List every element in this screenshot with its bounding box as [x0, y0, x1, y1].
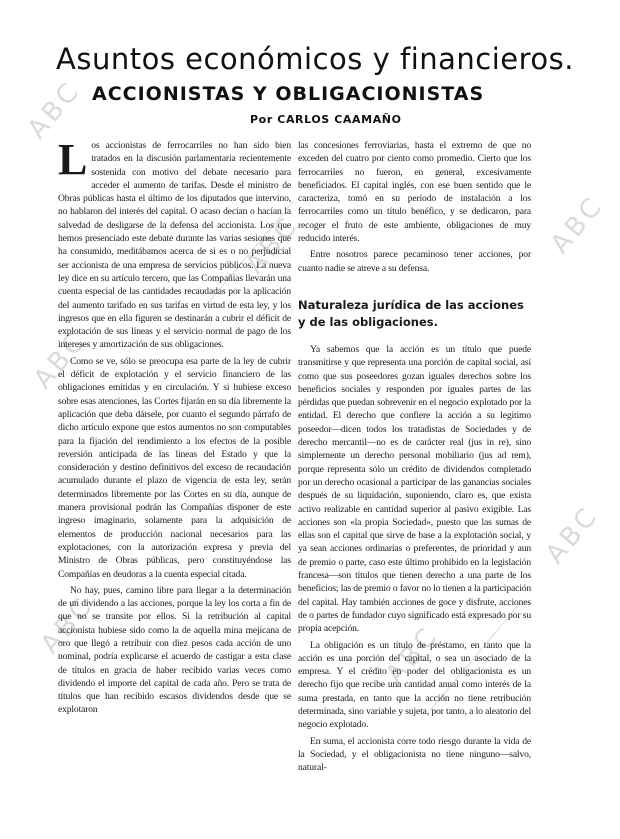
abc-watermark: ABC [545, 190, 611, 260]
paragraph: No hay, pues, camino libre para llegar a la determinación de un dividendo a las acciones, porque la ley los corta a fin de que no se transite por ellos. Si la retribución al capital accionista hubiese sido como la de aquella mina mejicana de oro que llegó a retribuir con diez pesos cada acción de uno nominal, podría explicarse el acuerdo de castigar a esta clase de títulos en gracia de haber recibido varias veces como dividendo el importe del capital de cada año. Pero se trata de títulos que han recibido escasos dividendos desde que se explotaron [58, 584, 291, 716]
paragraph: Ya sabemos que la acción es un título que puede transmitirse y que representa una porción de capital social, así como que sus poseedores gozan iguales derechos sobre los beneficios sociales y responden por iguales partes de las pérdidas que puedan sobrevenir en el negocio explotado por la entidad. El derecho que confiere la acción a su legítimo poseedor—dicen todos los tratadistas de Sociedades y de derecho mercantil—no es de carácter real (jus in re), sino simplemente un derecho personal mobiliario (jus ad rem), porque representa sólo un crédito de dividendos completado por un derecho ocasional a participar de las ganancias sociales después de su liquidación, suponiendo, claro es, que exista activo realizable en cantidad superior al pasivo exigible. Las acciones son «la propia Sociedad», puesto que las sumas de ellas son el capital que sirve de base a la explotación social, y ya sean acciones ordinarias o preferentes, de prioridad y aun de premio o parte, caso este último prohibido en la legislación francesa—son títulos que tienen derecho a una parte de los beneficios; las de premio o favor no lo tienen a la participación del capital. Hay también acciones de goce y disfrute, acciones de o partes de fundador cuyo significado está expresado por su propia acepción. [298, 343, 531, 635]
section-heading: Naturaleza jurídica de las acciones y de las obligaciones. [298, 297, 524, 329]
left-column [58, 139, 291, 819]
abc-watermark: ABC [240, 210, 306, 280]
abc-watermark: ABC [28, 325, 94, 395]
paragraph: Como se ve, sólo se preocupa esa parte de la ley de cubrir el déficit de explotación y el servicio financiero de las obligaciones emitidas y en circulación. Y si hubiese exceso sobre esas atenciones, las Cortes fijarán en su día libremente la aplicación que deba dársele, por cuanto el segundo párrafo de dicho artículo expone que estos aumentos no son computables para la fijación del rendimiento a los efectos de la posible reversión anticipada de las líneas del Estado y que la consideración y destino definitivos del exceso de recaudación acumulado durante el plazo de vigencia de esta ley, serán determinados libremente por las Cortes en su día, aunque de manera provisional podrán las Compañías disponer de este ingreso imaginario, solamente para la adquisición de elementos de producción nacional necesarios para las explotaciones, con la autorización expresa y previa del Ministro de Obras públicas, pero constituyéndose las Compañías en deudoras a la cuenta especial citada. [58, 355, 291, 580]
right-column [298, 139, 531, 819]
page-title: Asuntos económicos y financieros. [56, 42, 574, 76]
article-subtitle: ACCIONISTAS Y OBLIGACIONISTAS [92, 83, 485, 105]
paragraph [58, 139, 291, 352]
paragraph: Entre nosotros parece pecaminoso tener acciones, por cuanto nadie se atreve a su defensa. [298, 249, 531, 274]
paragraph: En suma, el accionista corre todo riesgo durante la vida de la Sociedad, y el obligacionista no tiene ninguno—salvo, natural- [298, 735, 531, 774]
paragraph-text: os accionistas de ferrocarriles no han sido bien tratados en la discusión parlamentaria recientemente sostenida con motivo del debate necesario para acceder el aumento de tarifas. Desde el ministro de Obras públicas hasta el último de los diputados que intervino, no hablaron del interés del capital. O acaso decían o hacían la salvedad de desligarse de la defensa del accionista. Los que hemos presenciado este debate durante las varias sesiones que ha consumido, meditábamos acerca de si es o no perjudicial ser accionista de una empresa de servicios públicos. La nueva ley dice en su artículo tercero, que las Compañías llevarán una cuenta especial de las cantidades recaudadas por la aplicación del aumento tarifado en sus tarifas en virtud de esta ley, y los ingresos que en ella figuren se destinarán a cubrir el déficit de explotación de sus líneas y el servicio normal de pago de los intereses y amortización de sus obligaciones. [58, 140, 291, 351]
abc-watermark: ABC [540, 500, 606, 570]
paragraph: La obligación es un título de préstamo, en tanto que la acción es una porción del capital, o sea un asociado de la empresa. Y el crédito en poder del obligacionista es un derecho fijo que recibe una cantidad anual como interés de la suma prestada, en tanto que la acción no tiene retribución determinada, sino variable y sujeta, por tanto, a lo aleatorio del negocio explotado. [298, 639, 531, 731]
abc-watermark: ABC [35, 590, 101, 660]
abc-watermark: ABC [22, 75, 88, 145]
drop-cap: L [58, 139, 88, 184]
byline: Por CARLOS CAAMAÑO [250, 113, 402, 126]
paragraph: las concesiones ferroviarias, hasta el extremo de que no exceden del cuatro por ciento como promedio. Cierto que los ferrocarriles no fueron, en general, excesivamente beneficiados. El capital inglés, con ese buen sentido que le caracteriza, tomó en su período de instalación a los ferrocarriles como un título benéfico, y se dedicaron, para recoger el fruto de este ambiente, obligaciones de muy reducido interés. [298, 140, 531, 245]
abc-watermark: ABC [380, 620, 446, 690]
